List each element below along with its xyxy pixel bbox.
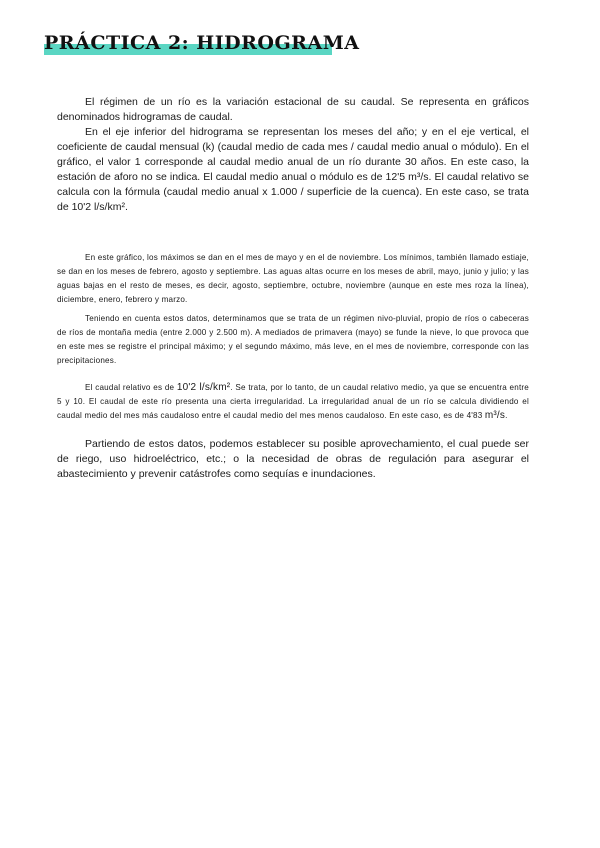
analysis-section-3	[57, 381, 529, 423]
analysis-paragraph-2: Teniendo en cuenta estos datos, determinamos que se trata de un régimen nivo-pluvial, propio de ríos o cabeceras de ríos de montaña media (entre 2.000 y 2.500 m). A mediados de primavera (mayo) se funde la nieve, lo que provoca que en este mes se registre el principal máximo; y el segundo máximo, más leve, en el mes de noviembre, corresponde con las precipitaciones.	[57, 314, 529, 365]
analysis-section-1	[57, 251, 529, 307]
analysis-paragraph-3	[57, 381, 529, 423]
title-block	[44, 32, 359, 54]
intro-paragraph-1: El régimen de un río es la variación estacional de su caudal. Se representa en gráficos denominados hidrogramas de caudal.	[57, 96, 529, 123]
analysis-p3-text-c: .	[505, 411, 508, 420]
page-title: PRÁCTICA 2: HIDROGRAMA	[44, 32, 360, 54]
intro-paragraph-2: En el eje inferior del hidrograma se representan los meses del año; y en el eje vertical, el coeficiente de caudal mensual (k) (caudal medio de cada mes / caudal medio anual o módulo). En el gráfico, el valor 1 corresponde al caudal medio anual de un río durante 30 años. En este caso, la estación de aforo no se indica. El caudal medio anual o módulo es de 12'5 m³/s. El caudal relativo se calcula con la fórmula (caudal medio anual x 1.000 / superficie de la cuenca). En este caso, se trata de 10'2 l/s/km².	[57, 126, 529, 213]
analysis-p3-text-a: El caudal relativo es de	[85, 383, 177, 392]
analysis-p3-text-b: . Se trata, por lo tanto, de un caudal relativo medio, ya que se encuentra entre 5 y 10. El caudal de este río presenta una cierta irregularidad. La irregularidad anual de un río se calcula dividiendo el caudal medio del mes más caudaloso entre el caudal medio del mes menos caudaloso. En este caso, es de 4'83	[57, 383, 530, 420]
conclusion-section	[57, 437, 529, 482]
intro-section	[57, 95, 529, 215]
conclusion-paragraph: Partiendo de estos datos, podemos establecer su posible aprovechamiento, el cual puede ser de riego, uso hidroeléctrico, etc.; o la necesidad de obras de regulación para asegurar el abastecimiento y prevenir catástrofes como sequías e inundaciones.	[57, 438, 529, 480]
analysis-paragraph-1: En este gráfico, los máximos se dan en el mes de mayo y en el de noviembre. Los mínimos, también llamado estiaje, se dan en los meses de febrero, agosto y septiembre. Las aguas altas ocurre en los meses de abril, mayo, junio y julio; y las aguas bajas en el resto de meses, es decir, agosto, septiembre, octubre, noviembre (aunque en este mes roza la línea), diciembre, enero, febrero y marzo.	[57, 253, 529, 304]
analysis-section-2	[57, 312, 529, 368]
relative-flow-value: 10'2 l/s/km²	[176, 382, 231, 393]
irregularity-unit: m³/s	[484, 410, 506, 421]
